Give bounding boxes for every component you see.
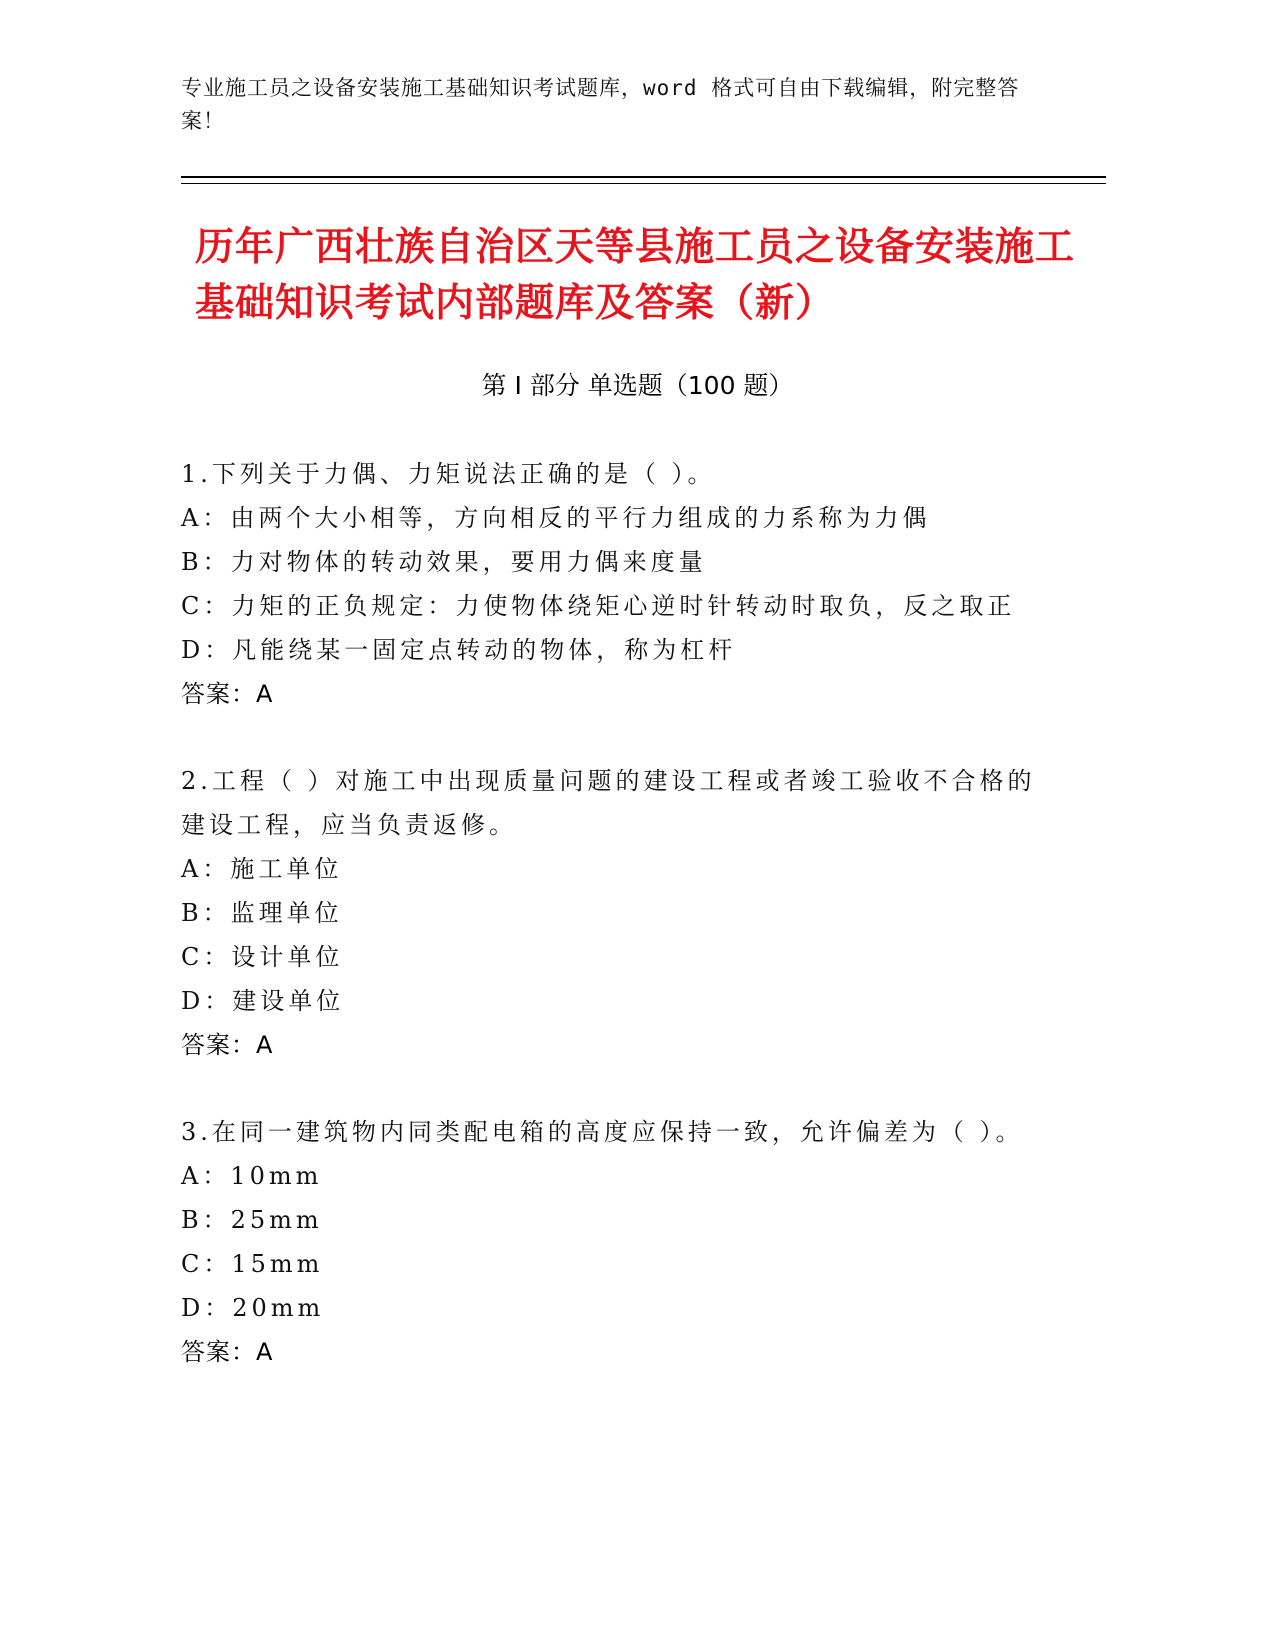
option-c: C：15mm bbox=[181, 1250, 324, 1278]
option-d: D：20mm bbox=[181, 1294, 325, 1322]
option-b: B：力对物体的转动效果，要用力偶来度量 bbox=[181, 548, 707, 576]
header-rule-thin bbox=[181, 183, 1106, 184]
answer: 答案：A bbox=[181, 680, 274, 708]
option-c: C：力矩的正负规定：力使物体绕矩心逆时针转动时取负，反之取正 bbox=[181, 592, 1016, 620]
question-3 bbox=[181, 1110, 1051, 1374]
question-2 bbox=[181, 759, 1051, 1067]
section-heading: 第 I 部分 单选题（100 题） bbox=[481, 371, 794, 400]
question-stem: 2.工程（ ）对施工中出现质量问题的建设工程或者竣工验收不合格的建设工程，应当负责返修。 bbox=[181, 767, 1036, 839]
question-stem: 1.下列关于力偶、力矩说法正确的是（ ）。 bbox=[181, 460, 716, 488]
question-list bbox=[181, 452, 1051, 1417]
question-1 bbox=[181, 452, 1051, 716]
option-d: D：建设单位 bbox=[181, 987, 345, 1015]
option-a: A：10mm bbox=[181, 1162, 323, 1190]
option-c: C：设计单位 bbox=[181, 943, 344, 971]
option-b: B：监理单位 bbox=[181, 899, 343, 927]
option-a: A：施工单位 bbox=[181, 855, 343, 883]
header-note: 专业施工员之设备安装施工基础知识考试题库，word 格式可自由下载编辑，附完整答案！ bbox=[181, 76, 1020, 133]
document-title: 历年广西壮族自治区天等县施工员之设备安装施工基础知识考试内部题库及答案（新） bbox=[195, 225, 1076, 326]
header-rule-thick bbox=[181, 176, 1106, 178]
option-d: D：凡能绕某一固定点转动的物体，称为杠杆 bbox=[181, 636, 737, 664]
answer: 答案：A bbox=[181, 1031, 274, 1059]
option-b: B：25mm bbox=[181, 1206, 323, 1234]
option-a: A：由两个大小相等，方向相反的平行力组成的力系称为力偶 bbox=[181, 504, 931, 532]
answer: 答案：A bbox=[181, 1338, 274, 1366]
question-stem: 3.在同一建筑物内同类配电箱的高度应保持一致，允许偏差为（ ）。 bbox=[181, 1118, 1024, 1146]
